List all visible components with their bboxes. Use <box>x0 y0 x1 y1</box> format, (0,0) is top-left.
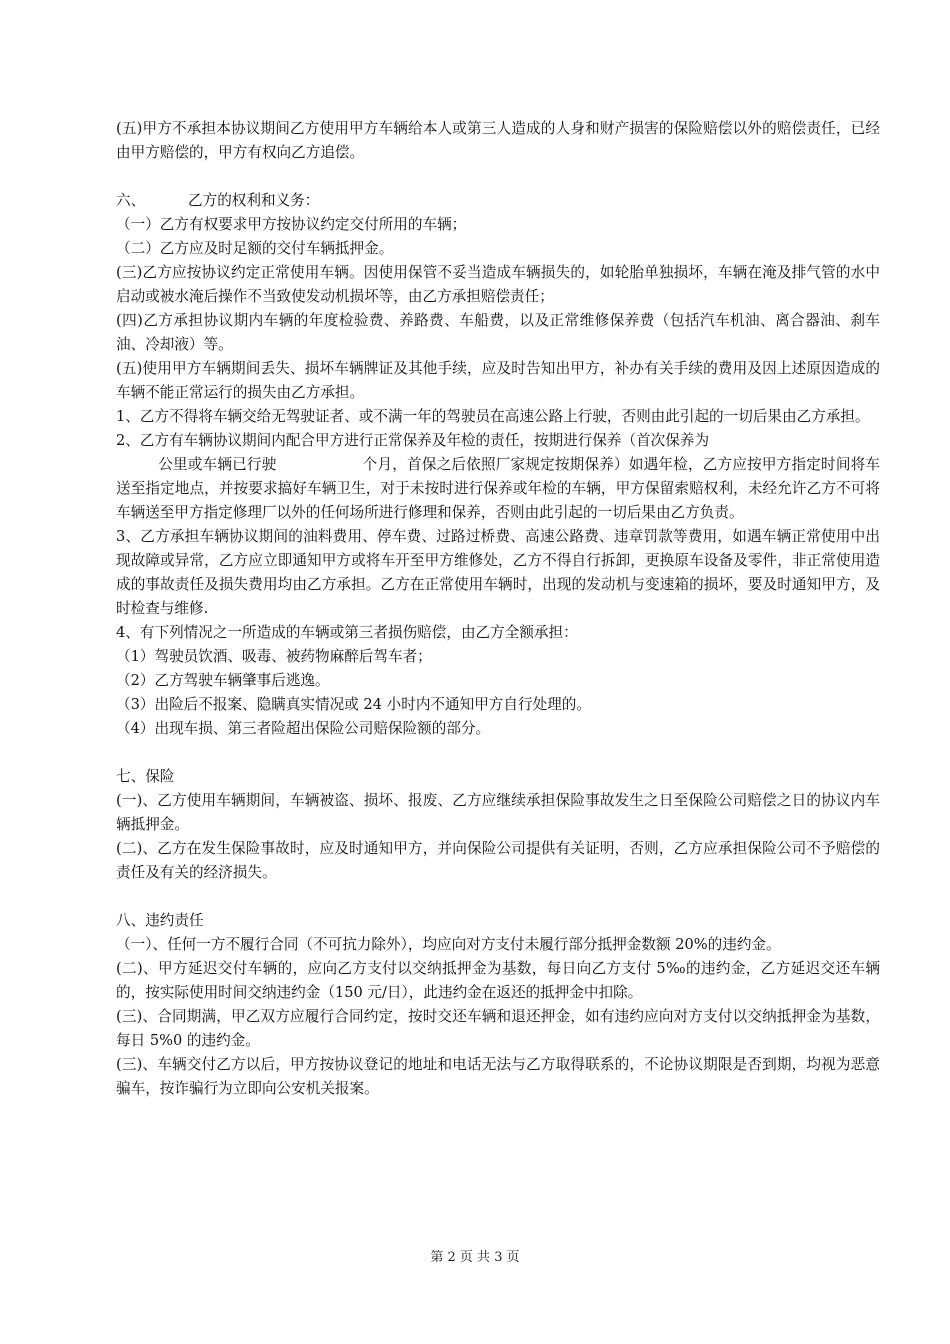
list-item: (二)、甲方延迟交付车辆的，应向乙方支付以交纳抵押金为基数，每日向乙方支付 5‰的违约金，乙方延迟交还车辆的，按实际使用时间交纳违约金（150 元/日），此违约金在返还的抵押金中扣除。 <box>116 960 880 1001</box>
list-item: (一)、乙方使用车辆期间，车辆被盗、损坏、报废、乙方应继续承担保险事故发生之日至保险公司赔偿之日的协议内车辆抵押金。 <box>116 792 880 833</box>
section-heading <box>116 189 880 213</box>
spacer <box>116 885 880 909</box>
maintenance-text-1: 2、乙方有车辆协议期间内配合甲方进行正常保养及年检的责任，按期进行保养（首次保养为 <box>116 432 710 449</box>
spacer <box>116 165 880 189</box>
list-item: （4）出现车损、第三者险超出保险公司赔保险额的部分。 <box>116 720 491 737</box>
section-title: 七、保险 <box>116 768 175 785</box>
section-title: 八、违约责任 <box>116 912 204 929</box>
section-title: 乙方的权利和义务： <box>188 192 320 209</box>
list-item-maintenance <box>116 429 880 525</box>
list-item: (三)乙方应按协议约定正常使用车辆。因使用保管不妥当造成车辆损失的，如轮胎单独损坏，车辆在淹及排气管的水中启动或被水淹后操作不当致使发动机损坏等，由乙方承担赔偿责任； <box>116 264 880 305</box>
list-item: (三)、车辆交付乙方以后，甲方按协议登记的地址和电话无法与乙方取得联系的，不论协议期限是否到期，均视为恶意骗车，按诈骗行为立即向公安机关报案。 <box>116 1056 880 1097</box>
list-item: 1、乙方不得将车辆交给无驾驶证者、或不满一年的驾驶员在高速公路上行驶，否则由此引起的一切后果由乙方承担。 <box>116 408 870 425</box>
paragraph: (五)甲方不承担本协议期间乙方使用甲方车辆给本人或第三人造成的人身和财产损害的保险赔偿以外的赔偿责任，已经由甲方赔偿的，甲方有权向乙方追偿。 <box>116 120 880 161</box>
list-item: 3、乙方承担车辆协议期间的油料费用、停车费、过路过桥费、高速公路费、违章罚款等费用，如遇车辆正常使用中出现故障或异常，乙方应立即通知甲方或将车开至甲方维修处，乙方不得自行拆卸，更换原车设备及零件，非正常使用造成的事故责任及损失费用均由乙方承担。乙方在正常使用车辆时，出现的发动机与变速箱的损坏，要及时通知甲方，及时检查与维修. <box>116 528 880 617</box>
spacer <box>116 741 880 765</box>
list-item: 4、有下列情况之一所造成的车辆或第三者损伤赔偿，由乙方全额承担： <box>116 624 578 641</box>
list-item: （1）驾驶员饮酒、吸毒、被药物麻醉后驾车者； <box>116 648 432 665</box>
list-item: (五)使用甲方车辆期间丢失、损坏车辆牌证及其他手续，应及时告知出甲方，补办有关手续的费用及因上述原因造成的车辆不能正常运行的损失由乙方承担。 <box>116 360 880 401</box>
document-body <box>116 117 880 1101</box>
list-item: （一）、任何一方不履行合同（不可抗力除外），均应向对方支付未履行部分抵押金数额 20%的违约金。 <box>116 936 781 953</box>
page-number: 第 2 页 共 3 页 <box>430 1250 520 1265</box>
section-number: 六、 <box>116 192 146 209</box>
list-item: （一）乙方有权要求甲方按协议约定交付所用的车辆； <box>116 216 467 233</box>
list-item: （二）乙方应及时足额的交付车辆抵押金。 <box>116 240 394 257</box>
maintenance-text-3: 个月，首保之后依照厂家规定按期保养）如遇年检，乙方应按甲方指定时间将车送至指定地点，并按要求搞好车辆卫生，对于未按时进行保养或年检的车辆，甲方保留索赔权利，未经允许乙方不可将车辆送至甲方指定修理厂以外的任何场所进行修理和保养，否则由此引起的一切后果由乙方负责。 <box>116 456 880 521</box>
list-item: (三)、合同期满，甲乙双方应履行合同约定，按时交还车辆和退还押金，如有违约应向对方支付以交纳抵押金为基数，每日 5%0 的违约金。 <box>116 1008 880 1049</box>
maintenance-text-2: 公里或车辆已行驶 <box>158 456 277 473</box>
list-item: (二)、乙方在发生保险事故时，应及时通知甲方，并向保险公司提供有关证明，否则，乙方应承担保险公司不予赔偿的责任及有关的经济损失。 <box>116 840 880 881</box>
list-item: （3）出险后不报案、隐瞒真实情况或 24 小时内不通知甲方自行处理的。 <box>116 696 591 713</box>
list-item: (四)乙方承担协议期内车辆的年度检验费、养路费、车船费，以及正常维修保养费（包括汽车机油、离合器油、刹车油、冷却液）等。 <box>116 312 880 353</box>
list-item: （2）乙方驾驶车辆肇事后逃逸。 <box>116 672 330 689</box>
